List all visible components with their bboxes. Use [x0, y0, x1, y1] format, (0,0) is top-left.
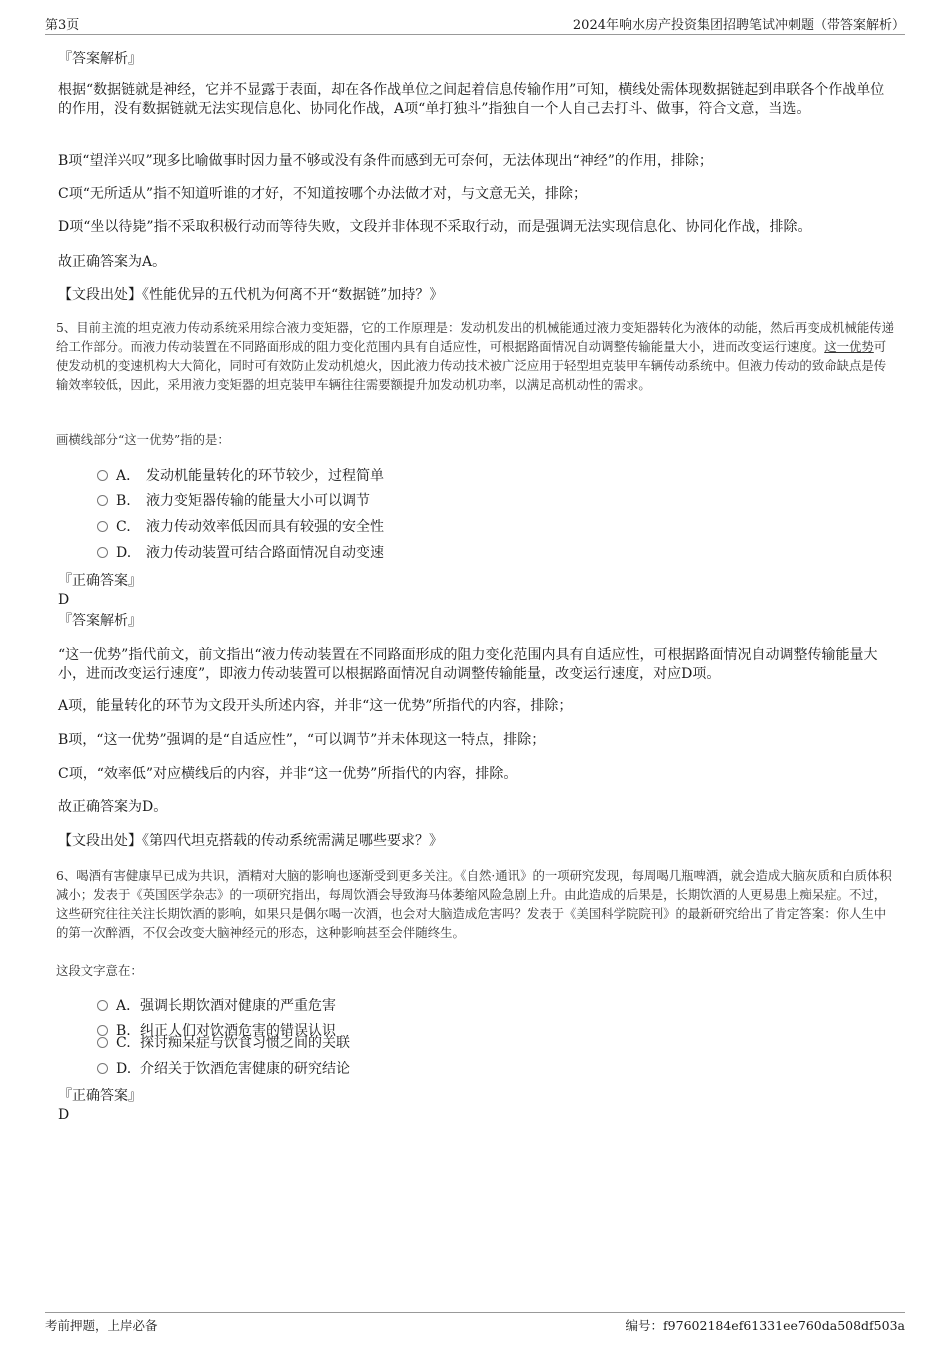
- q4-conclusion: 故正确答案为A。: [58, 254, 167, 270]
- q5-answer-label: 『正确答案』: [58, 573, 142, 589]
- q5-stem: [56, 318, 896, 394]
- q5-analysis-p4: C项，“效率低”对应横线后的内容，并非“这一优势”所指代的内容，排除。: [58, 766, 518, 782]
- q5-option-a[interactable]: [97, 467, 384, 486]
- option-text: 介绍关于饮酒危害健康的研究结论: [140, 1061, 350, 1077]
- option-key: B.: [116, 493, 131, 509]
- q5-source: 【文段出处】《第四代坦克搭载的传动系统需满足哪些要求？》: [58, 833, 443, 849]
- option-key: A．: [116, 998, 141, 1014]
- footer-slogan: 考前押题，上岸必备: [45, 1318, 158, 1333]
- q5-stem-part1: 5、目前主流的坦克液力传动系统采用综合液力变矩器，它的工作原理是：发动机发出的机械能通过液力变矩器转化为液体的动能，然后再变成机械能传递给工作部分。而液力传动装置在不同路面形成的阻力变化范围内具有自适应性，可根据路面情况自动调整传输能量大小，进而改变运行速度。: [56, 320, 895, 354]
- option-text: 液力传动效率低因而具有较强的安全性: [146, 519, 384, 535]
- q6-option-c[interactable]: [97, 1034, 350, 1053]
- option-text: 液力传动装置可结合路面情况自动变速: [146, 545, 384, 561]
- option-key: A．: [116, 468, 141, 484]
- document-id: 编号：f97602184ef61331ee760da508df503a: [625, 1318, 905, 1333]
- radio-icon[interactable]: [97, 495, 108, 506]
- q6-stem: 6、喝酒有害健康早已成为共识，酒精对大脑的影响也逐渐受到更多关注。《自然·通讯》的一项研究发现，每周喝几瓶啤酒，就会造成大脑灰质和白质体积减小；发表于《英国医学杂志》的一项研究指出，每周饮酒会导致海马体萎缩风险急剧上升。由此造成的后果是，长期饮酒的人更易患上痴呆症。不过，这些研究往往关注长期饮酒的影响，如果只是偶尔喝一次酒，也会对大脑造成危害吗？发表于《美国科学院院刊》的最新研究给出了肯定答案：你人生中的第一次醉酒，不仅会改变大脑神经元的形态，这种影响甚至会伴随终生。: [56, 868, 892, 940]
- q6-question: 这段文字意在：: [56, 963, 143, 978]
- q5-analysis-p1: “这一优势”指代前文，前文指出“液力传动装置在不同路面形成的阻力变化范围内具有自适应性，可根据路面情况自动调整传输能量大小，进而改变运行速度”，即液力传动装置可以根据路面情况自动调整传输能量，改变运行速度，对应D项。: [58, 647, 878, 682]
- q5-underlined-phrase: 这一优势: [824, 339, 874, 354]
- q5-conclusion: 故正确答案为D。: [58, 799, 168, 815]
- option-key: C.: [116, 1035, 131, 1051]
- option-key: C.: [116, 519, 131, 535]
- q5-stem-part2: 可使发动机的变速机构大大简化，同时可有效防止发动机熄火，因此液力传动技术被广泛应用于轻型坦克装甲车辆传动系统中。但液力传动的致命缺点是传输效率较低，因此，采用液力变矩器的坦克装甲车辆往往需要额提升加发动机功率，以满足高机动性的需求。: [56, 339, 887, 392]
- document-title: 2024年响水房产投资集团招聘笔试冲刺题（带答案解析）: [572, 18, 905, 33]
- q4-analysis-label: 『答案解析』: [58, 51, 142, 67]
- q5-analysis-label: 『答案解析』: [58, 613, 142, 629]
- radio-icon[interactable]: [97, 470, 108, 481]
- option-text: 纠正人们对饮酒危害的错误认识: [140, 1023, 336, 1039]
- q4-analysis-p3: C项“无所适从”指不知道听谁的才好，不知道按哪个办法做才对，与文意无关，排除；: [58, 186, 588, 202]
- q6-answer-label: 『正确答案』: [58, 1088, 142, 1104]
- page-number: 第3页: [45, 18, 80, 33]
- q6-option-a[interactable]: [97, 997, 336, 1016]
- radio-icon[interactable]: [97, 1000, 108, 1011]
- option-text: 强调长期饮酒对健康的严重危害: [140, 998, 336, 1014]
- option-text: 发动机能量转化的环节较少，过程简单: [146, 468, 384, 484]
- option-key: D.: [116, 1061, 132, 1077]
- q6-option-d[interactable]: [97, 1060, 350, 1079]
- q4-analysis-p2: B项“望洋兴叹”现多比喻做事时因力量不够或没有条件而感到无可奈何，无法体现出“神经”的作用，排除；: [58, 153, 713, 169]
- q5-option-d[interactable]: [97, 544, 384, 563]
- q4-source: 【文段出处】《性能优异的五代机为何离不开“数据链”加持？》: [58, 287, 444, 303]
- option-text: 探讨痴呆症与饮食习惯之间的关联: [140, 1035, 350, 1051]
- q5-analysis-p3: B项，“这一优势”强调的是“自适应性”，“可以调节”并未体现这一特点，排除；: [58, 732, 546, 748]
- q5-answer: D: [58, 592, 70, 608]
- radio-icon[interactable]: [97, 1037, 108, 1048]
- radio-icon[interactable]: [97, 1063, 108, 1074]
- page-footer: [45, 1312, 905, 1333]
- option-text: 液力变矩器传输的能量大小可以调节: [146, 493, 370, 509]
- page-header: [45, 14, 905, 35]
- q5-analysis-p2: A项，能量转化的环节为文段开头所述内容，并非“这一优势”所指代的内容，排除；: [58, 698, 573, 714]
- q4-analysis-p1: 根据“数据链就是神经，它并不显露于表面，却在各作战单位之间起着信息传输作用”可知，横线处需体现数据链起到串联各个作战单位的作用，没有数据链就无法实现信息化、协同化作战，A项“单打独斗”指独自一个人自己去打斗、做事，符合文意，当选。: [58, 82, 885, 117]
- option-key: D.: [116, 545, 132, 561]
- option-key: B.: [116, 1023, 131, 1039]
- q6-answer: D: [58, 1107, 70, 1123]
- q5-option-b[interactable]: [97, 492, 370, 511]
- q5-question: 画横线部分“这一优势”指的是：: [56, 432, 230, 447]
- q5-option-c[interactable]: [97, 518, 384, 537]
- radio-icon[interactable]: [97, 521, 108, 532]
- q4-analysis-p4: D项“坐以待毙”指不采取积极行动而等待失败，文段并非体现不采取行动，而是强调无法实现信息化、协同化作战，排除。: [58, 219, 812, 235]
- radio-icon[interactable]: [97, 547, 108, 558]
